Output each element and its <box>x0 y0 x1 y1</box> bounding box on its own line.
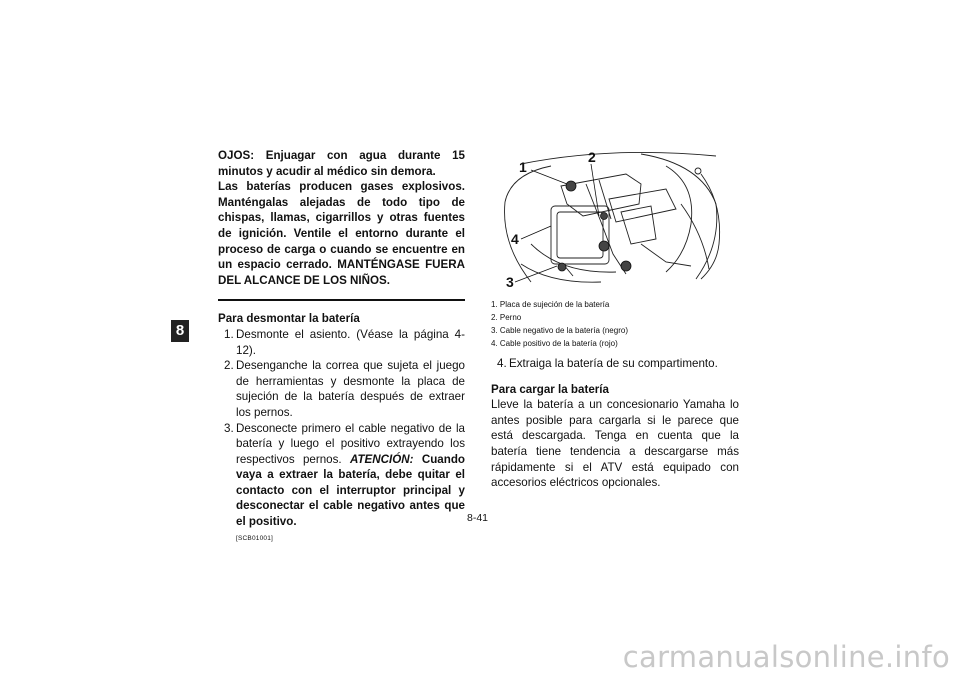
caption-item: 2. Perno <box>491 313 522 322</box>
caption-item: 3. Cable negativo de la batería (negro) <box>491 326 628 335</box>
step-item <box>218 421 465 530</box>
watermark: carmanualsonline.info <box>622 640 950 674</box>
step-number: 1. <box>224 327 234 341</box>
right-column <box>491 144 739 491</box>
divider-rule <box>218 299 465 301</box>
reference-code: [SCB01001] <box>236 534 274 542</box>
charge-heading: Para cargar la batería <box>491 382 609 396</box>
remove-heading: Para desmontar la batería <box>218 312 360 326</box>
warning-eyes: OJOS: Enjuagar con agua durante 15 minutos y acudir al médico sin demora. <box>218 149 465 178</box>
remove-steps <box>218 327 465 530</box>
charge-text: Lleve la batería a un concesionario Yamaha lo antes posible para cargarla si le parece que está descargada. Tenga en cuenta que la batería tiene tendencia a descargarse más rápidamente si el ATV está equipado con accesorios eléctricos opcionales. <box>491 398 739 490</box>
caption-item: 1. Placa de sujeción de la batería <box>491 300 610 309</box>
step-number: 2. <box>224 359 234 373</box>
step-text: Extraiga la batería de su compartimento. <box>509 357 718 370</box>
step-text: Desenganche la correa que sujeta el juego de herramientas y desmonte la placa de sujeción de la batería después de extraer los pernos. <box>236 359 465 419</box>
step-item <box>218 327 465 358</box>
step-item <box>491 356 739 372</box>
chapter-tab: 8 <box>171 320 189 342</box>
left-column <box>218 148 465 544</box>
callout-2: 2 <box>588 149 596 165</box>
battery-compartment-drawing <box>491 144 739 292</box>
caption-item: 4. Cable positivo de la batería (rojo) <box>491 339 618 348</box>
warning-explosive: Las baterías producen gases explosivos. Manténgalas alejadas de todo tipo de chispas, llamas, cigarrillos y otras fuentes de ignición. Ventile el entorno durante el proceso de carga o cuando se encuentre en un espacio cerrado. MANTÉNGASE FUERA DEL ALCANCE DE LOS NIÑOS. <box>218 180 465 287</box>
figure-captions <box>491 298 739 350</box>
step-text: Desmonte el asiento. (Véase la página 4-12). <box>236 327 465 357</box>
step-item <box>218 358 465 420</box>
attention-label: ATENCIÓN: <box>349 452 414 466</box>
step-number: 4. <box>497 357 507 370</box>
callout-4: 4 <box>511 231 519 247</box>
warning-block <box>218 148 465 288</box>
step-text: Desconecte primero el cable negativo de la batería y luego el positivo extrayendo los respectivos pernos. <box>236 421 465 466</box>
callout-1: 1 <box>519 159 527 175</box>
callout-3: 3 <box>506 274 514 290</box>
battery-figure <box>491 144 739 292</box>
step-number: 3. <box>224 421 234 435</box>
page-number: 8-41 <box>467 512 489 524</box>
attention-text: Cuando vaya a extraer la batería, debe quitar el contacto con el interruptor principal y desconectar el cable negativo antes que el positivo. <box>236 452 465 529</box>
